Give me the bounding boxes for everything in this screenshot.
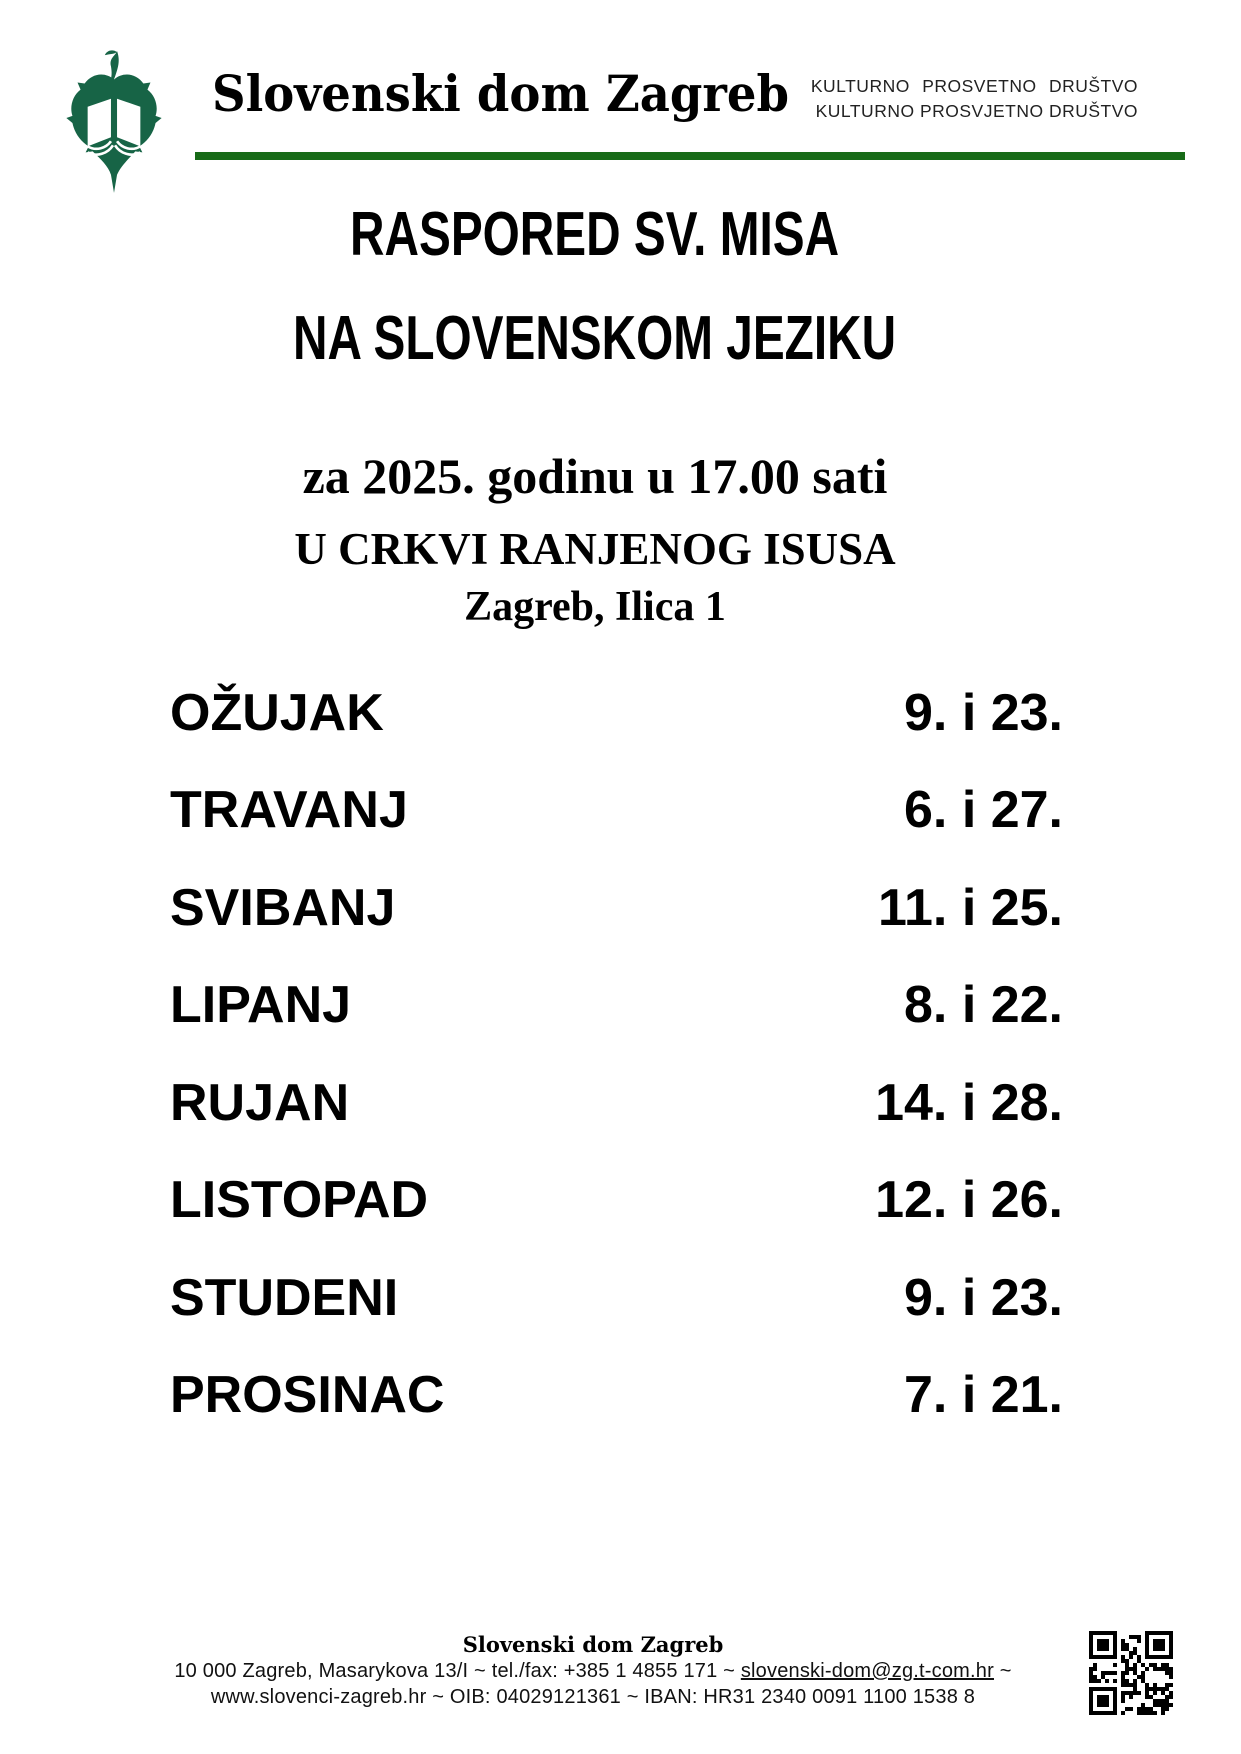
- year-time-line: za 2025. godinu u 17.00 sati: [302, 448, 888, 504]
- schedule-dates: 11. i 25.: [877, 878, 1063, 937]
- schedule-month: OŽUJAK: [170, 683, 384, 742]
- schedule-month: PROSINAC: [170, 1366, 445, 1425]
- schedule-row: [170, 762, 1063, 860]
- schedule-row: [170, 859, 1063, 957]
- footer: [0, 1632, 1186, 1710]
- footer-email-link[interactable]: slovenski-dom@zg.t-com.hr: [740, 1660, 994, 1682]
- footer-web-oib-iban-line: www.slovenci-zagreb.hr ~ OIB: 04029121361 ~ IBAN: HR31 2340 0091 1100 1538 8: [210, 1686, 976, 1708]
- schedule-dates: 6. i 27.: [904, 781, 1063, 840]
- subtitle-slovenian: KULTURNO PROSVETNO DRUŠTVO: [810, 76, 1138, 96]
- schedule-dates: 9. i 23.: [904, 683, 1063, 742]
- schedule-dates: 14. i 28.: [875, 1073, 1063, 1132]
- schedule-month: LISTOPAD: [170, 1171, 429, 1230]
- subtitle-croatian: KULTURNO PROSVJETNO DRUŠTVO: [815, 101, 1138, 121]
- schedule-month: RUJAN: [170, 1073, 350, 1132]
- schedule-row: [170, 1347, 1063, 1445]
- address-line: Zagreb, Ilica 1: [464, 584, 726, 630]
- header-org-name: Slovenski dom Zagreb: [212, 64, 790, 123]
- schedule-row: [170, 1249, 1063, 1347]
- schedule-row: [170, 664, 1063, 762]
- mass-schedule-list: [170, 664, 1063, 1444]
- footer-contact-line: [0, 1658, 1186, 1684]
- header-green-rule: [195, 152, 1185, 160]
- schedule-row: [170, 1054, 1063, 1152]
- main-title-line1: RASPORED SV. MISA: [350, 200, 840, 269]
- schedule-month: STUDENI: [170, 1268, 399, 1327]
- schedule-month: SVIBANJ: [170, 878, 396, 937]
- footer-line2-end: ~: [993, 1660, 1012, 1682]
- schedule-month: TRAVANJ: [170, 781, 408, 840]
- church-line: U CRKVI RANJENOG ISUSA: [294, 524, 896, 574]
- schedule-row: [170, 1152, 1063, 1250]
- footer-org-name: Slovenski dom Zagreb: [462, 1632, 724, 1657]
- schedule-dates: 12. i 26.: [875, 1171, 1063, 1230]
- schedule-row: [170, 957, 1063, 1055]
- schedule-dates: 7. i 21.: [904, 1366, 1063, 1425]
- footer-address-tel: 10 000 Zagreb, Masarykova 13/I ~ tel./fax: +385 1 4855 171 ~: [174, 1660, 741, 1682]
- qr-code: [1089, 1631, 1173, 1715]
- schedule-dates: 9. i 23.: [904, 1268, 1063, 1327]
- schedule-dates: 8. i 22.: [904, 976, 1063, 1035]
- leaf-book-logo-icon: [58, 46, 170, 198]
- header-society-subtitle: [811, 74, 1138, 124]
- schedule-month: LIPANJ: [170, 976, 352, 1035]
- main-title-line2: NA SLOVENSKOM JEZIKU: [293, 304, 897, 373]
